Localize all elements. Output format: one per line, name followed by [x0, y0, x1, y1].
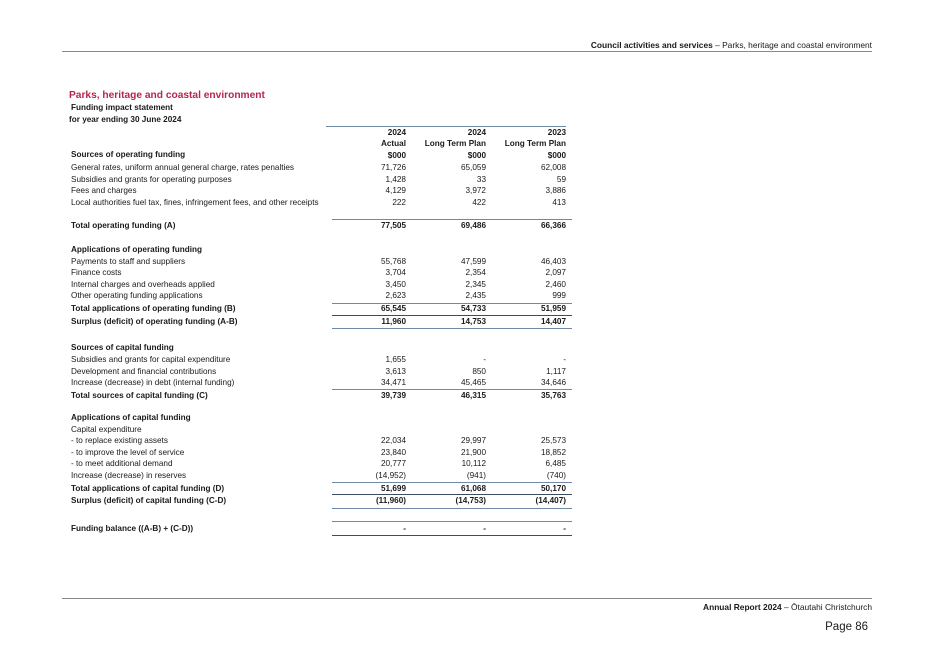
cell-ltp-2024: 29,997 — [460, 436, 486, 445]
row-label: Internal charges and overheads applied — [71, 279, 215, 289]
header-rule — [62, 51, 872, 52]
cell-actual-2024: - — [403, 523, 406, 533]
cell-actual-2024: (11,960) — [375, 495, 406, 505]
page-number: Page 86 — [825, 621, 868, 633]
cell-ltp-2024: 47,599 — [460, 256, 486, 266]
balance-rule-bottom — [332, 535, 572, 536]
table-row — [70, 185, 572, 197]
cell-ltp-2023: 35,763 — [540, 390, 566, 400]
table-row — [70, 220, 572, 232]
footer-rule — [62, 598, 872, 599]
row-label: Increase (decrease) in debt (internal funding) — [71, 378, 235, 387]
table-row — [70, 303, 572, 315]
row-label: Total applications of operating funding (B) — [71, 304, 236, 313]
cell-ltp-2023: (14,407) — [535, 495, 566, 505]
row-label: Local authorities fuel tax, fines, infringement fees, and other receipts — [71, 197, 319, 207]
statement-title: Parks, heritage and coastal environment — [69, 90, 265, 101]
cell-ltp-2024: 2,354 — [465, 268, 486, 277]
cell-ltp-2023: 3,886 — [545, 186, 566, 195]
row-label: Subsidies and grants for operating purposes — [71, 174, 232, 184]
row-label: Fees and charges — [71, 186, 137, 195]
cell-ltp-2024: - — [483, 355, 486, 364]
column-year: 2024 — [467, 128, 486, 137]
table-row — [70, 447, 572, 459]
cell-actual-2024: 3,704 — [385, 268, 406, 277]
cell-ltp-2024: 69,486 — [460, 221, 486, 230]
row-label: Development and financial contributions — [71, 366, 217, 376]
row-label: General rates, uniform annual general charge, rates penalties — [71, 163, 295, 172]
footer-place: Ōtautahi Christchurch — [791, 602, 872, 612]
table-row — [70, 390, 572, 402]
cell-actual-2024: 39,739 — [380, 390, 406, 400]
cell-ltp-2023: 1,117 — [546, 366, 566, 376]
row-label: - to improve the level of service — [71, 447, 185, 457]
section-rule — [332, 328, 572, 329]
table-row — [70, 174, 572, 186]
cell-actual-2024: 34,471 — [380, 378, 406, 387]
cell-ltp-2024: 45,465 — [460, 378, 486, 387]
row-label: Total operating funding (A) — [71, 221, 176, 230]
table-row — [70, 197, 572, 209]
header-section: Council activities and services — [590, 40, 713, 50]
cell-ltp-2024: 21,900 — [460, 447, 486, 457]
cell-ltp-2023: (740) — [546, 470, 566, 480]
footer-report: Annual Report 2024 — [703, 602, 782, 612]
cell-ltp-2023: 2,460 — [545, 279, 566, 289]
column-unit: $000 — [467, 150, 486, 160]
cell-ltp-2023: 25,573 — [540, 436, 566, 445]
column-unit: $000 — [387, 150, 406, 160]
cell-ltp-2024: (941) — [466, 470, 486, 480]
column-label: Long Term Plan — [504, 139, 566, 149]
table-row — [70, 458, 572, 470]
table-row — [70, 523, 572, 535]
row-label: Sources of capital funding — [71, 343, 174, 352]
table-row — [70, 470, 572, 482]
row-label: Total sources of capital funding (C) — [71, 390, 208, 400]
cell-actual-2024: 51,699 — [380, 483, 406, 493]
table-row — [70, 279, 572, 291]
cell-ltp-2023: 413 — [552, 197, 566, 207]
row-label: Funding balance ((A-B) + (C-D)) — [71, 523, 194, 533]
row-label: Increase (decrease) in reserves — [71, 470, 187, 480]
cell-ltp-2023: 2,097 — [545, 268, 566, 277]
cell-ltp-2024: 33 — [476, 174, 486, 184]
cell-ltp-2024: 65,059 — [460, 163, 486, 172]
cell-ltp-2023: 59 — [556, 174, 566, 184]
cell-ltp-2023: 50,170 — [540, 483, 566, 493]
table-row — [70, 244, 572, 256]
cell-actual-2024: 77,505 — [380, 221, 406, 230]
row-label: Other operating funding applications — [71, 291, 203, 300]
cell-actual-2024: 3,450 — [385, 279, 406, 289]
cell-ltp-2023: 51,959 — [540, 304, 566, 313]
column-year: 2023 — [547, 128, 566, 137]
row-label: Capital expenditure — [71, 424, 142, 434]
cell-ltp-2024: 2,345 — [465, 279, 486, 289]
statement-subtitle: Funding impact statement — [71, 103, 173, 112]
table-row — [70, 377, 572, 389]
section-rule — [332, 508, 572, 509]
cell-actual-2024: 222 — [392, 197, 406, 207]
cell-actual-2024: 1,428 — [385, 174, 406, 184]
cell-ltp-2024: 3,972 — [465, 186, 486, 195]
cell-actual-2024: 2,623 — [385, 291, 406, 300]
row-label: Total applications of capital funding (D) — [71, 483, 225, 493]
cell-ltp-2023: 66,366 — [540, 221, 566, 230]
cell-ltp-2023: 34,646 — [540, 378, 566, 387]
row-label: Payments to staff and suppliers — [71, 256, 186, 266]
table-row — [70, 412, 572, 424]
cell-actual-2024: (14,952) — [375, 470, 406, 480]
cell-actual-2024: 20,777 — [380, 459, 406, 468]
cell-ltp-2023: 46,403 — [540, 256, 566, 266]
table-row — [70, 424, 572, 436]
table-row — [70, 483, 572, 495]
cell-actual-2024: 4,129 — [385, 186, 406, 195]
cell-actual-2024: 1,655 — [385, 355, 406, 364]
row-label: - to replace existing assets — [71, 436, 168, 445]
statement-period: for year ending 30 June 2024 — [69, 115, 182, 124]
column-label: Actual — [380, 139, 406, 149]
cell-actual-2024: 11,960 — [381, 316, 406, 326]
cell-ltp-2023: 14,407 — [540, 316, 566, 326]
column-label: Long Term Plan — [424, 139, 486, 149]
table-row — [70, 256, 572, 268]
cell-ltp-2024: 14,753 — [460, 316, 486, 326]
cell-ltp-2023: 18,852 — [540, 447, 566, 457]
cell-ltp-2024: 54,733 — [460, 304, 486, 313]
row-label: Applications of operating funding — [71, 244, 202, 254]
cell-ltp-2023: 6,485 — [545, 459, 566, 468]
column-unit: $000 — [547, 150, 566, 160]
row-label: Applications of capital funding — [71, 413, 191, 422]
cell-actual-2024: 55,768 — [380, 256, 406, 266]
cell-ltp-2024: (14,753) — [455, 495, 486, 505]
cell-ltp-2023: - — [563, 355, 566, 364]
header-subsection: Parks, heritage and coastal environment — [722, 40, 872, 50]
row-label: Surplus (deficit) of capital funding (C-D) — [71, 495, 227, 505]
table-row — [70, 162, 572, 174]
table-row — [70, 366, 572, 378]
cell-actual-2024: 71,726 — [380, 163, 406, 172]
cell-actual-2024: 65,545 — [380, 304, 406, 313]
table-row — [70, 495, 572, 507]
table-row — [70, 290, 572, 302]
cell-actual-2024: 3,613 — [385, 366, 406, 376]
row-label: Surplus (deficit) of operating funding (A-B) — [71, 316, 238, 326]
cell-actual-2024: 23,840 — [380, 447, 406, 457]
row-label: Sources of operating funding — [71, 150, 186, 159]
cell-ltp-2024: 61,068 — [460, 483, 486, 493]
row-label: - to meet additional demand — [71, 459, 173, 468]
table-row — [70, 342, 572, 354]
running-header: Council activities and services – Parks, heritage and coastal environment — [590, 40, 872, 50]
cell-actual-2024: 22,034 — [380, 436, 406, 445]
cell-ltp-2023: - — [563, 523, 566, 533]
cell-ltp-2024: 10,112 — [461, 459, 486, 468]
column-year: 2024 — [387, 128, 406, 137]
cell-ltp-2024: 422 — [472, 197, 486, 207]
row-label: Subsidies and grants for capital expenditure — [71, 355, 231, 364]
cell-ltp-2024: 850 — [472, 366, 486, 376]
cell-ltp-2023: 999 — [552, 291, 566, 300]
cell-ltp-2024: 2,435 — [465, 291, 486, 300]
running-footer: Annual Report 2024 – Ōtautahi Christchurch — [703, 602, 872, 612]
cell-ltp-2023: 62,008 — [540, 163, 566, 172]
cell-ltp-2024: - — [483, 523, 486, 533]
table-row — [70, 149, 572, 161]
table-row — [70, 435, 572, 447]
cell-ltp-2024: 46,315 — [460, 390, 486, 400]
table-row — [70, 316, 572, 328]
table-row — [70, 267, 572, 279]
row-label: Finance costs — [71, 268, 122, 277]
table-row — [70, 354, 572, 366]
